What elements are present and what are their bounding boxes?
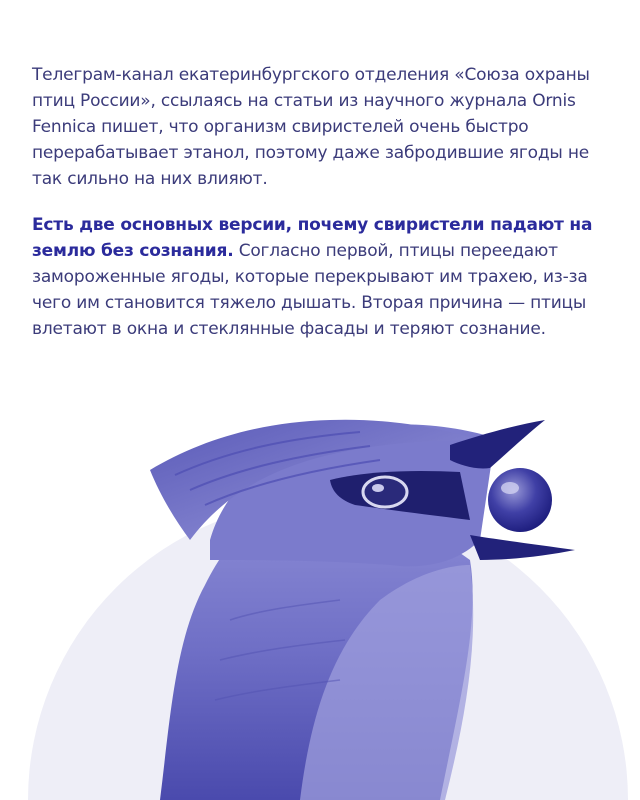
paragraph-2 [32, 212, 612, 342]
paragraph-1: Телеграм-канал екатеринбургского отделения «Союза охраны птиц России», ссылаясь на статьи из научного журнала Ornis Fennica пишет, что организм свиристелей очень быстро перерабатывает этанол, поэтому даже забродившие ягоды не так сильно на них влияют. [32, 65, 590, 189]
lower-beak [470, 535, 575, 560]
waxwing-illustration [0, 400, 640, 800]
article-text [32, 62, 612, 342]
paragraph-2-rest: Согласно первой, птицы переедают замороженные ягоды, которые перекрывают им трахею, из-за чего им становится тяжело дышать. Вторая причина — птицы влетают в окна и стеклянные фасады и теряют сознание. [32, 241, 588, 339]
upper-beak [450, 420, 545, 468]
berry [488, 468, 552, 532]
paragraph-2-bold: Есть две основных версии, почему свиристели падают на землю без сознания. [32, 215, 593, 261]
eye-highlight [372, 484, 384, 492]
berry-highlight [501, 482, 519, 494]
bird-eye [363, 477, 407, 507]
